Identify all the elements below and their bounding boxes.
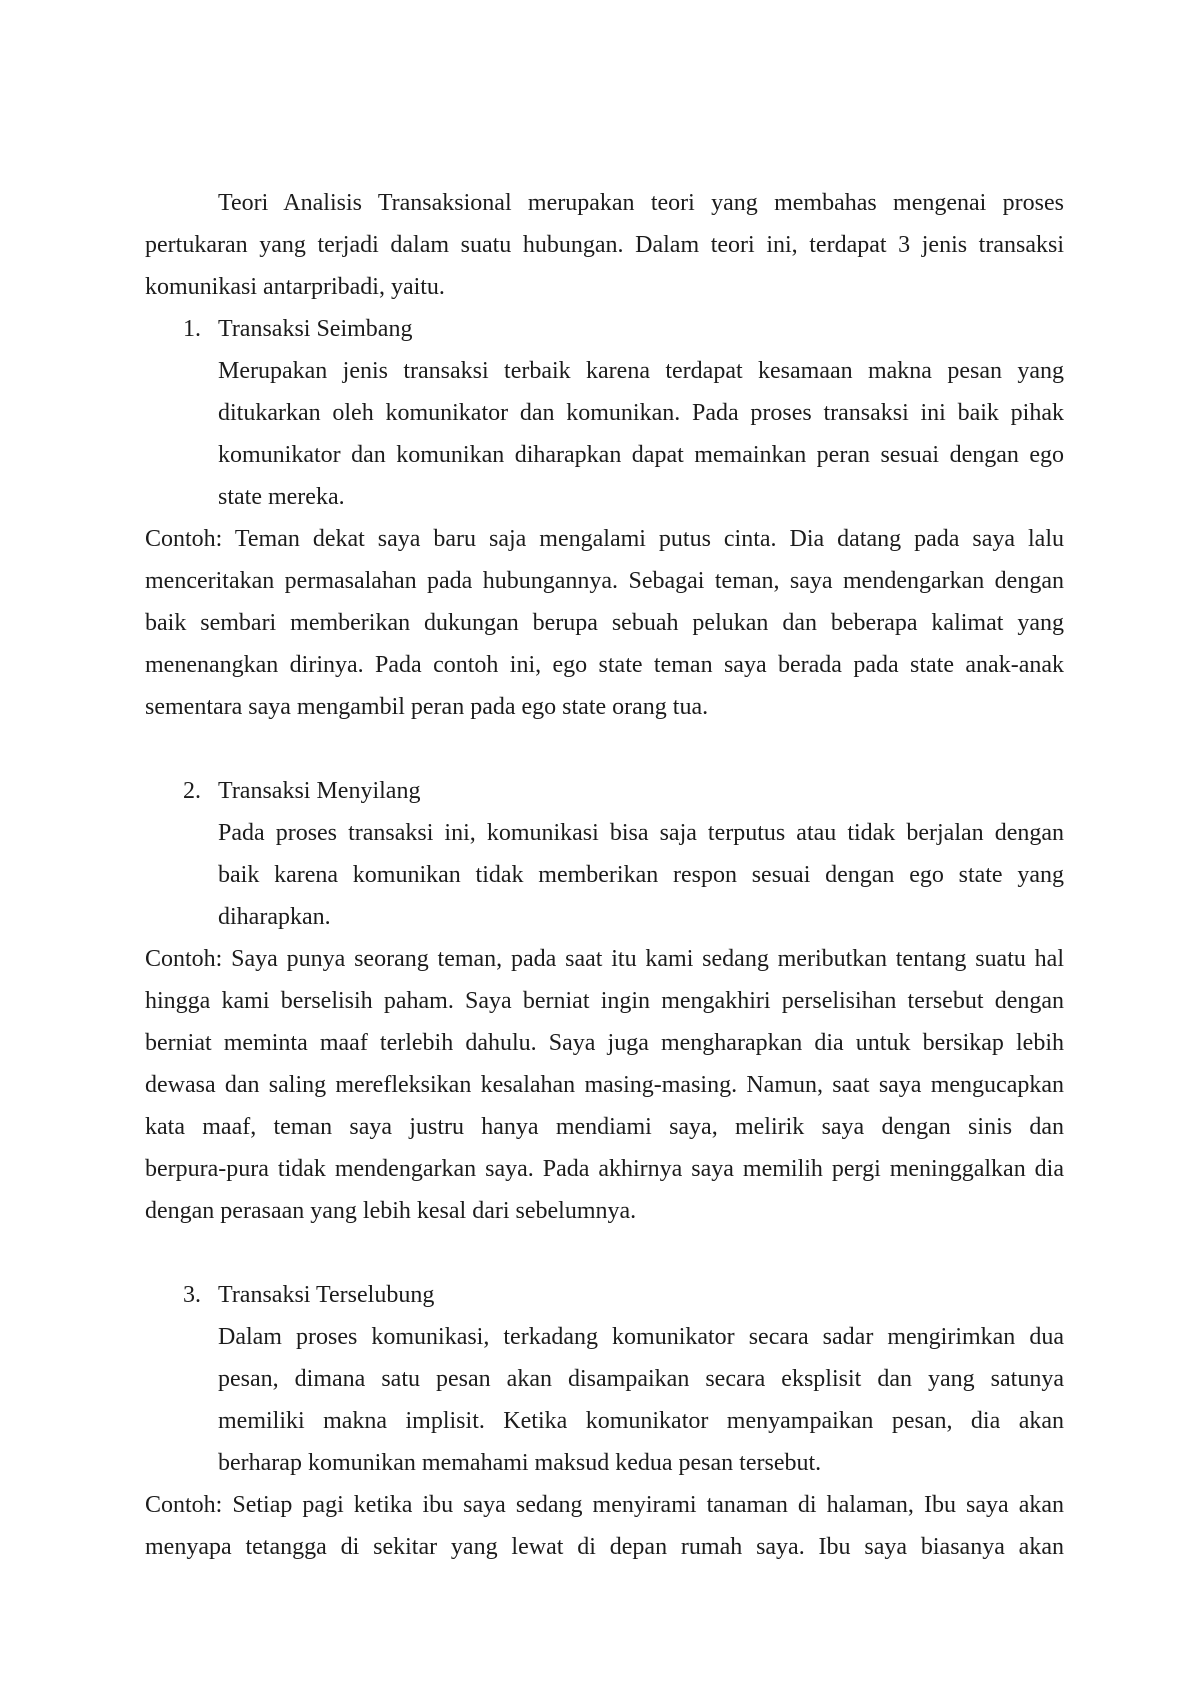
section-3-description-line: berharap komunikan memahami maksud kedua pesan tersebut. [218,1450,822,1476]
section-2-example-line: berniat meminta maaf terlebih dahulu. Saya juga mengharapkan dia untuk bersikap lebih [145,1030,1064,1056]
section-2-example-line: Contoh: Saya punya seorang teman, pada saat itu kami sedang meributkan tentang suatu hal [145,946,1064,972]
section-3-description-line: memiliki makna implisit. Ketika komunikator menyampaikan pesan, dia akan [218,1408,1064,1434]
section-1-example-line: Contoh: Teman dekat saya baru saja mengalami putus cinta. Dia datang pada saya lalu [145,526,1064,552]
section-3-description [145,1316,1064,1484]
section-2-heading [145,770,1064,812]
intro-paragraph [145,182,1064,308]
section-1-description-line: Merupakan jenis transaksi terbaik karena terdapat kesamaan makna pesan yang [218,358,1064,384]
section-3-description-line: pesan, dimana satu pesan akan disampaikan secara eksplisit dan yang satunya [218,1366,1064,1392]
section-1-title: Transaksi Seimbang [218,316,413,342]
section-3-heading [145,1274,1064,1316]
section-2-description-line: Pada proses transaksi ini, komunikasi bisa saja terputus atau tidak berjalan dengan [218,820,1064,846]
section-2-example-line: dewasa dan saling merefleksikan kesalahan masing-masing. Namun, saat saya mengucapkan [145,1072,1064,1098]
section-1-number: 1. [183,316,201,342]
section-2-description-line: diharapkan. [218,904,331,930]
section-2-title: Transaksi Menyilang [218,778,421,804]
intro-line: pertukaran yang terjadi dalam suatu hubungan. Dalam teori ini, terdapat 3 jenis transaksi [145,232,1064,258]
section-1-heading [145,308,1064,350]
section-3-example-line: menyapa tetangga di sekitar yang lewat di depan rumah saya. Ibu saya biasanya akan [145,1534,1064,1560]
intro-line: komunikasi antarpribadi, yaitu. [145,274,445,300]
blank-line [145,728,1064,770]
section-1-example-line: menenangkan dirinya. Pada contoh ini, ego state teman saya berada pada state anak-anak [145,652,1064,678]
section-2-example-line: hingga kami berselisih paham. Saya berniat ingin mengakhiri perselisihan tersebut dengan [145,988,1064,1014]
intro-line: Teori Analisis Transaksional merupakan teori yang membahas mengenai proses [218,190,1064,216]
section-1-description-line: state mereka. [218,484,345,510]
section-3-example [145,1484,1064,1568]
section-2-description [145,812,1064,938]
section-1-description [145,350,1064,518]
section-1-description-line: ditukarkan oleh komunikator dan komunikan. Pada proses transaksi ini baik pihak [218,400,1064,426]
section-1-example-line: baik sembari memberikan dukungan berupa sebuah pelukan dan beberapa kalimat yang [145,610,1064,636]
section-1-example-line: menceritakan permasalahan pada hubungannya. Sebagai teman, saya mendengarkan dengan [145,568,1064,594]
section-3-description-line: Dalam proses komunikasi, terkadang komunikator secara sadar mengirimkan dua [218,1324,1064,1350]
section-2-example-line: kata maaf, teman saya justru hanya mendiami saya, melirik saya dengan sinis dan [145,1114,1064,1140]
section-2-example-line: dengan perasaan yang lebih kesal dari sebelumnya. [145,1198,637,1224]
section-1-description-line: komunikator dan komunikan diharapkan dapat memainkan peran sesuai dengan ego [218,442,1064,468]
section-2-example [145,938,1064,1232]
section-2 [145,770,1064,1232]
section-2-description-line: baik karena komunikan tidak memberikan respon sesuai dengan ego state yang [218,862,1064,888]
section-3-example-line: Contoh: Setiap pagi ketika ibu saya sedang menyirami tanaman di halaman, Ibu saya akan [145,1492,1064,1518]
section-3 [145,1274,1064,1568]
section-2-number: 2. [183,778,201,804]
blank-line [145,1232,1064,1274]
section-1-example [145,518,1064,728]
section-3-number: 3. [183,1282,201,1308]
section-1-example-line: sementara saya mengambil peran pada ego state orang tua. [145,694,709,720]
section-2-example-line: berpura-pura tidak mendengarkan saya. Pada akhirnya saya memilih pergi meninggalkan dia [145,1156,1064,1182]
section-1 [145,308,1064,728]
document-body [145,182,1064,1568]
section-3-title: Transaksi Terselubung [218,1282,435,1308]
